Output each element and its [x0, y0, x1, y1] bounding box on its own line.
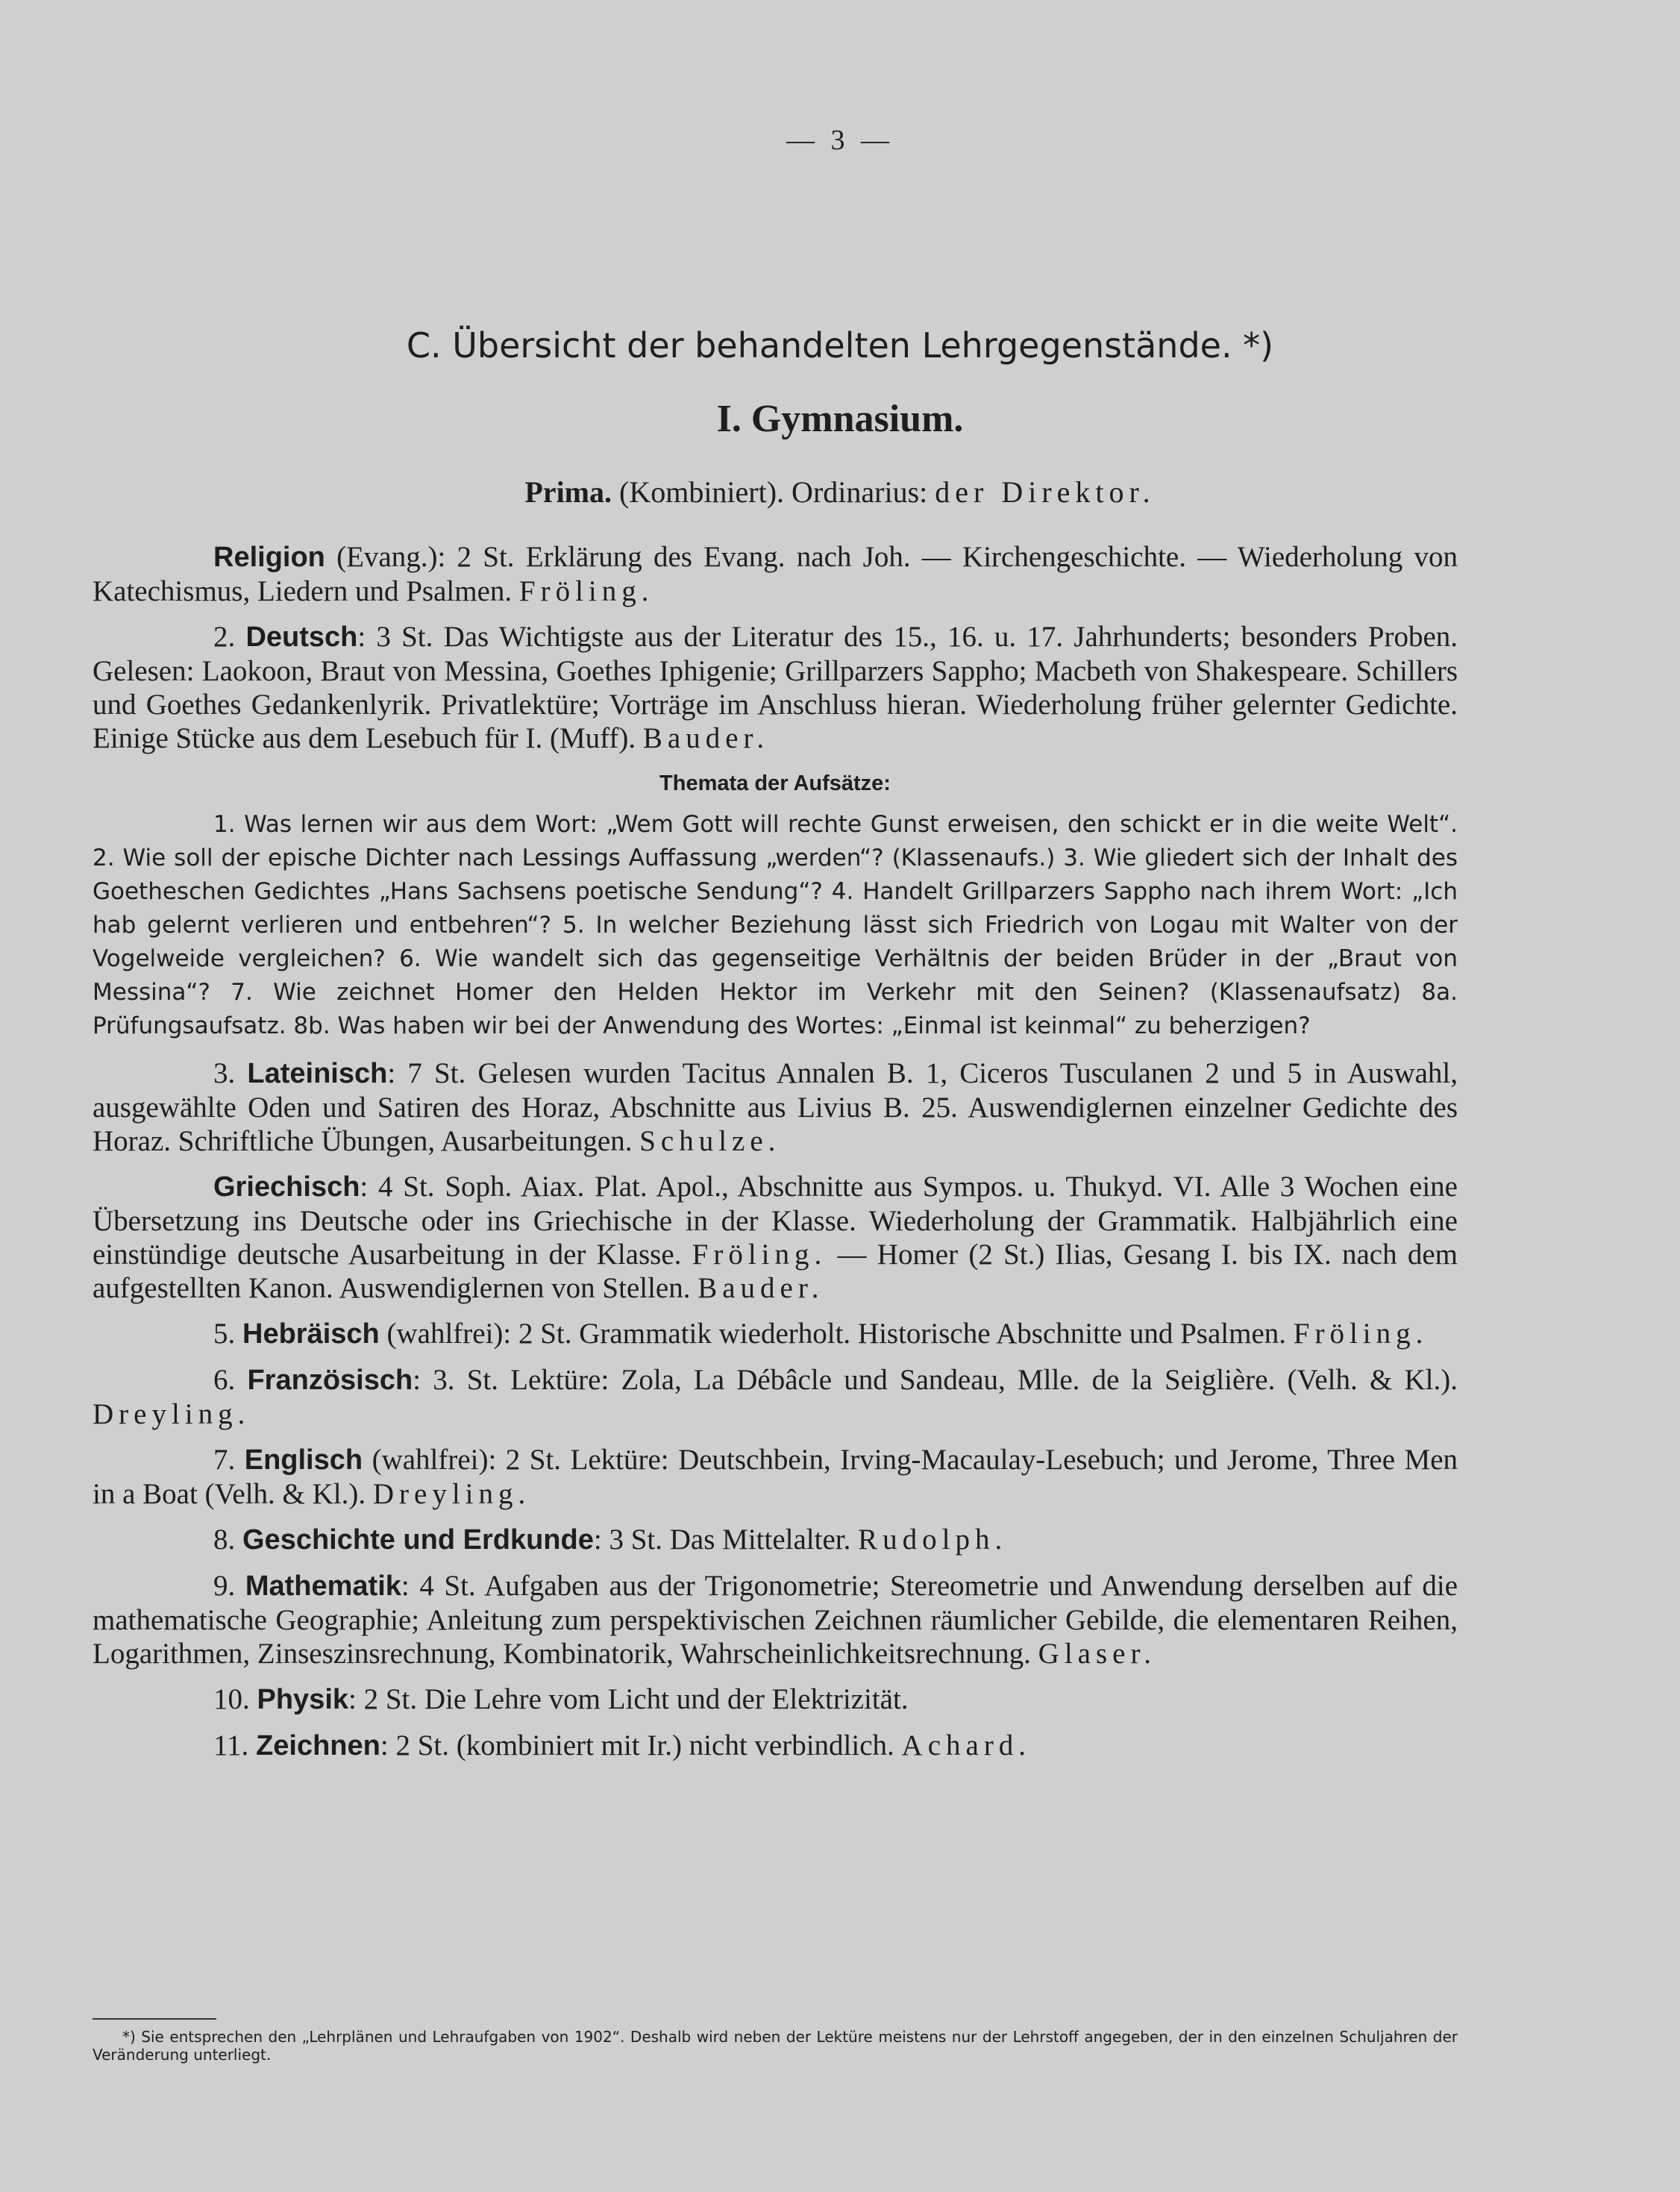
subject-number: 11. [213, 1729, 257, 1762]
subject-zeichnen [93, 1729, 1458, 1763]
teacher-name: Rudolph. [858, 1524, 1008, 1556]
subject-title: Französisch [247, 1365, 413, 1396]
subject-number: 9. [213, 1570, 245, 1602]
subject-griechisch [93, 1170, 1458, 1305]
themata-list: 1. Was lernen wir aus dem Wort: „Wem Gott will rechte Gunst erweisen, den schickt er in die weite Welt“. 2. Wie soll der epische Dichter nach Lessings Auffassung „werden“? (Klassenaufs.) 3. Wie gliedert sich der Inhalt des Goetheschen Gedichtes „Hans Sachsens poetische Sendung“? 4. Handelt Grillparzers Sappho nach ihrem Wort: „Ich hab gelernt verlieren und entbehren“? 5. In welcher Beziehung lässt sich Friedrich von Logau mit Walter von der Vogelweide vergleichen? 6. Wie wandelt sich das gegenseitige Verhältnis der beiden Brüder in der „Braut von Messina“? 7. Wie zeichnet Homer den Helden Hektor im Verkehr mit den Seinen? (Klassenaufsatz) 8a. Prüfungsaufsatz. 8b. Was haben wir bei der Anwendung des Wortes: „Einmal ist keinmal“ zu beherzigen? [93, 811, 1458, 1039]
teacher-name: Fröling. [518, 575, 654, 607]
subject-title: Griechisch [213, 1171, 360, 1203]
subject-number: 6. [213, 1364, 248, 1396]
teacher-name: Dreyling. [372, 1478, 531, 1510]
teacher-name: Fröling. [692, 1239, 827, 1271]
subject-text: : 4 St. Aufgaben aus der Trigonometrie; Stereometrie und Anwendung derselben auf die mathematische Geographie; Anleitung zum perspektivischen Zeichnen räumlicher Gebilde, die elementaren Reihen, Logarithmen, Zinseszinsrechnung, Kombinatorik, Wahrscheinlichkeitsrechnung. [93, 1570, 1458, 1670]
subject-title: Englisch [244, 1444, 363, 1476]
subject-physik [93, 1682, 1458, 1717]
subject-text: : 2 St. Die Lehre vom Licht und der Elektrizität. [348, 1683, 909, 1715]
subject-title: Lateinisch [247, 1058, 388, 1089]
subject-text: : 3 St. Das Wichtigste aus der Literatur des 15., 16. u. 17. Jahrhunderts; besonders Proben. Gelesen: Laokoon, Braut von Messina, Goethes Iphigenie; Grillparzers Sappho; Macbeth von Shakespeare. Schillers und Goethes Gedankenlyrik. Privatlektüre; Vorträge im Anschluss hieran. Wiederholung früher gelernter Gedichte. Einige Stücke aus dem Lesebuch für I. (Muff). [93, 621, 1458, 754]
subject-number: 5. [213, 1318, 242, 1350]
class-label: Prima. [524, 475, 612, 509]
teacher-name: Schulze. [639, 1125, 781, 1157]
subject-text: (Evang.): 2 St. Erklärung des Evang. nach Joh. — Kirchengeschichte. — Wiederholung von Katechismus, Liedern und Psalmen. [93, 541, 1458, 607]
subject-geschichte [93, 1523, 1458, 1557]
teacher-name: Bauder. [642, 722, 770, 754]
teacher-name: Dreyling. [93, 1398, 251, 1430]
subject-title: Mathematik [245, 1571, 401, 1602]
subject-title: Physik [257, 1684, 349, 1715]
subject-number: 2. [213, 621, 246, 653]
subject-number: 7. [213, 1444, 245, 1476]
subject-title: Geschichte und Erdkunde [242, 1524, 594, 1556]
subject-deutsch [93, 620, 1458, 755]
subject-franzoesisch [93, 1363, 1458, 1431]
subject-englisch [93, 1443, 1458, 1511]
subject-text: : 3. St. Lektüre: Zola, La Débâcle und Sandeau, Mlle. de la Seiglière. (Velh. & Kl.). [413, 1364, 1458, 1396]
subject-text-2: — Homer (2 St.) Ilias, Gesang I. bis IX. nach dem aufgestellten Kanon. Auswendiglernen von Stellen. [93, 1239, 1458, 1304]
page-number: — 3 — [786, 125, 894, 156]
gymnasium-heading: I. Gymnasium. [716, 398, 964, 440]
subject-title: Religion [213, 542, 325, 573]
teacher-name-2: Bauder. [698, 1272, 824, 1304]
document-body [93, 540, 1458, 1775]
teacher-name: Fröling. [1293, 1318, 1429, 1350]
section-heading: C. Übersicht der behandelten Lehrgegenstände. *) [406, 325, 1274, 366]
subject-text: : 3 St. Das Mittelalter. [593, 1524, 859, 1556]
footnote-divider [93, 2018, 216, 2020]
subject-text: (wahlfrei): 2 St. Grammatik wiederholt. Historische Abschnitte und Psalmen. [379, 1318, 1294, 1350]
subject-hebraeisch [93, 1317, 1458, 1351]
themata-heading: Themata der Aufsätze: [659, 771, 891, 795]
ordinarius: der Direktor. [935, 475, 1156, 509]
subject-text: : 2 St. (kombiniert mit Ir.) nicht verbindlich. [380, 1729, 902, 1762]
subject-mathematik [93, 1569, 1458, 1670]
class-details: (Kombiniert). Ordinarius: [612, 475, 935, 509]
subject-text: : 4 St. Soph. Aiax. Plat. Apol., Abschnitte aus Sympos. u. Thukyd. VI. Alle 3 Wochen eine Übersetzung ins Deutsche oder ins Griechische in der Klasse. Wiederholung der Grammatik. Halbjährlich eine einstündige deutsche Ausarbeitung in der Klasse. [93, 1171, 1458, 1271]
subject-text: (wahlfrei): 2 St. Lektüre: Deutschbein, Irving-Macaulay-Lesebuch; und Jerome, Three Men in a Boat (Velh. & Kl.). [93, 1444, 1458, 1510]
subject-title: Zeichnen [256, 1730, 380, 1762]
subject-religion [93, 540, 1458, 608]
subject-title: Deutsch [245, 621, 358, 653]
class-line [0, 475, 1680, 510]
teacher-name: Glaser. [1038, 1638, 1157, 1670]
subject-title: Hebräisch [242, 1318, 380, 1350]
footnote: *) Sie entsprechen den „Lehrplänen und Lehraufgaben von 1902“. Deshalb wird neben der Lektüre meistens nur der Lehrstoff angegeben, der in den einzelnen Schuljahren der Veränderung unterliegt. [93, 2028, 1458, 2064]
subject-text: : 7 St. Gelesen wurden Tacitus Annalen B. 1, Ciceros Tusculanen 2 und 5 in Auswahl, ausgewählte Oden und Satiren des Horaz, Abschnitte aus Livius B. 25. Auswendiglernen einzelner Gedichte des Horaz. Schriftliche Übungen, Ausarbeitungen. [93, 1057, 1458, 1157]
subject-latein [93, 1056, 1458, 1158]
teacher-name: Achard. [901, 1729, 1032, 1762]
subject-number: 8. [213, 1524, 242, 1556]
subject-number: 10. [213, 1683, 257, 1715]
subject-number: 3. [213, 1057, 248, 1089]
